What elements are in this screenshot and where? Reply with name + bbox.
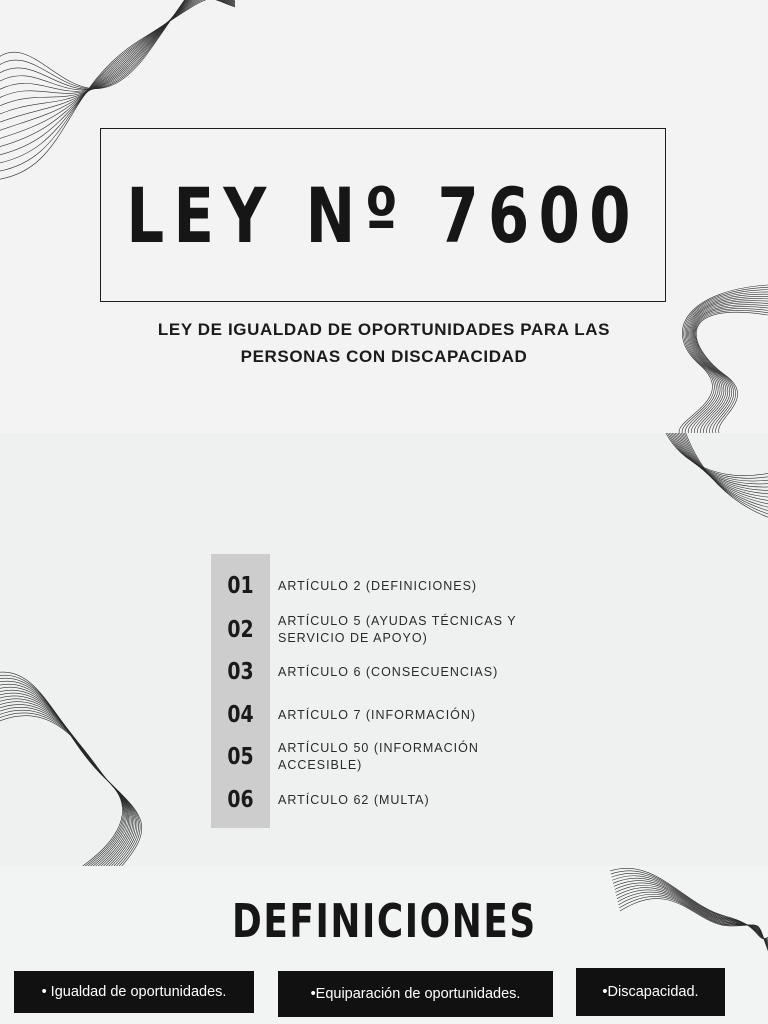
index-label: ARTÍCULO 5 (AYUDAS TÉCNICAS Y SERVICIO DE APOYO): [278, 614, 517, 645]
wave-line-decoration: [0, 663, 175, 866]
wave-line: [0, 672, 142, 866]
wave-line: [0, 678, 139, 866]
wave-line: [0, 707, 125, 866]
definitions-slide: [0, 866, 768, 1024]
index-item: [211, 780, 571, 820]
index-label: ARTÍCULO 7 (INFORMACIÓN): [278, 707, 477, 722]
wave-line: [671, 433, 768, 487]
subtitle-line: PERSONAS CON DISCAPACIDAD: [240, 347, 528, 366]
wave-line: [677, 433, 768, 501]
wave-line: [0, 687, 134, 866]
wave-line: [0, 0, 235, 90]
index-label: ARTÍCULO 6 (CONSECUENCIAS): [278, 664, 499, 679]
wave-line: [0, 693, 131, 866]
index-number: 05: [227, 744, 254, 770]
wave-line: [668, 433, 768, 481]
subtitle-line: LEY DE IGUALDAD DE OPORTUNIDADES PARA LAS: [157, 320, 611, 339]
wave-line: [679, 433, 768, 504]
title-frame: [100, 128, 666, 302]
wave-line: [0, 713, 123, 866]
wave-line: [674, 433, 768, 494]
index-slide: [0, 433, 768, 866]
wave-line: [0, 0, 235, 132]
wave-line: [0, 0, 235, 116]
title-slide: [0, 0, 768, 433]
wave-line: [683, 433, 768, 515]
wave-line: [670, 433, 768, 484]
index-number: 03: [227, 659, 254, 685]
definition-igualdad: • Igualdad de oportunidades.: [14, 971, 254, 1013]
wave-line-decoration: [660, 433, 768, 523]
index-label: ARTÍCULO 2 (DEFINICIONES): [278, 578, 478, 593]
index-label: ARTÍCULO 62 (MULTA): [278, 792, 430, 807]
wave-line: [0, 0, 235, 89]
definition-discapacidad: •Discapacidad.: [576, 968, 725, 1016]
definition-equiparacion: •Equiparación de oportunidades.: [278, 971, 553, 1017]
definitions-title: [0, 894, 768, 948]
wave-line: [0, 690, 133, 866]
wave-line: [685, 433, 768, 518]
wave-line: [0, 716, 122, 866]
index-item: [211, 737, 571, 777]
wave-line: [0, 0, 235, 89]
index-item: [211, 652, 571, 692]
index-item: [211, 610, 571, 650]
wave-line: [0, 702, 128, 866]
wave-line: [676, 433, 768, 497]
wave-line: [0, 0, 235, 89]
wave-line: [0, 0, 235, 100]
wave-line: [0, 675, 140, 866]
index-number: 04: [227, 702, 254, 728]
wave-line: [0, 681, 137, 866]
index-number: 06: [227, 787, 254, 813]
wave-line: [673, 433, 768, 490]
index-number: 02: [227, 617, 254, 643]
wave-line: [0, 684, 136, 866]
wave-line: [682, 433, 768, 511]
wave-line: [0, 0, 235, 140]
page-title: LEY Nº 7600: [126, 170, 640, 260]
wave-line: [0, 0, 235, 124]
wave-line: [0, 710, 124, 866]
index-item: [211, 695, 571, 735]
wave-line: [0, 0, 235, 108]
wave-line: [0, 699, 129, 866]
index-item: [211, 566, 571, 606]
wave-line: [0, 0, 235, 148]
wave-line: [0, 0, 235, 92]
index-number: 01: [227, 573, 254, 599]
wave-line: [665, 433, 768, 476]
wave-line: [0, 696, 130, 866]
wave-line: [667, 433, 768, 478]
index-label: ARTÍCULO 50 (INFORMACIÓN ACCESIBLE): [278, 741, 479, 772]
wave-line: [680, 433, 768, 508]
wave-line: [0, 704, 126, 866]
subtitle: [60, 316, 708, 370]
definitions-title-text: DEFINICIONES: [231, 894, 537, 948]
